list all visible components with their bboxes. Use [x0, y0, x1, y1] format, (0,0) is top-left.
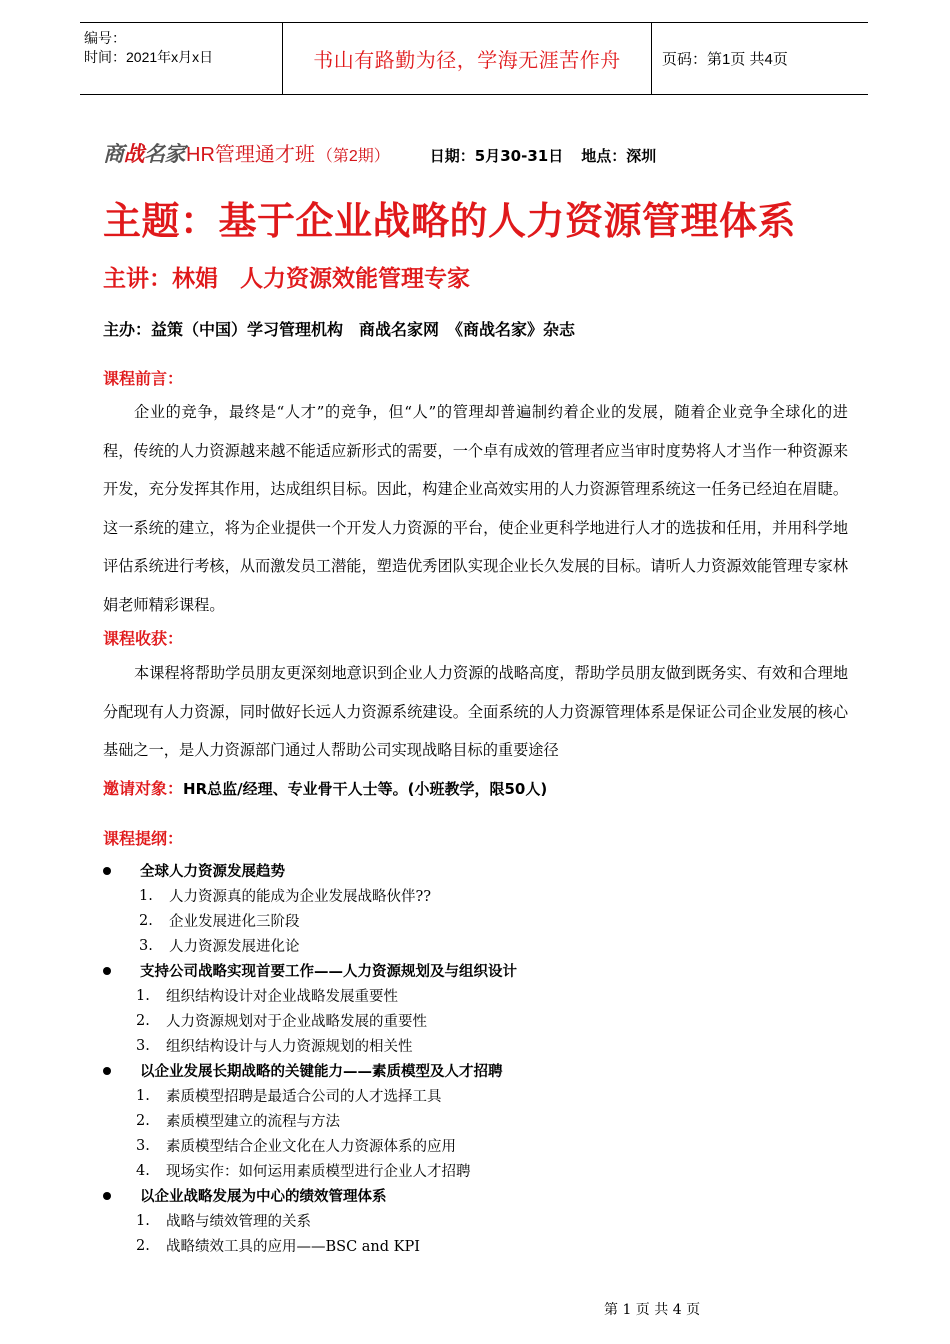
list-item — [103, 933, 848, 958]
list-item — [103, 1233, 848, 1258]
gain-heading: 课程收获： — [103, 629, 184, 648]
program-name: HR管理通才班 — [186, 144, 315, 166]
list-item — [103, 908, 848, 933]
item-text: 现场实作：如何运用素质模型进行企业人才招聘 — [166, 1164, 471, 1180]
item-number: 2. — [136, 1012, 150, 1029]
bullet-icon — [103, 1067, 111, 1075]
module-title: 支持公司战略实现首要工作——人力资源规划及与组织设计 — [140, 964, 517, 980]
page-header — [80, 22, 868, 95]
outline-module — [103, 958, 848, 1058]
list-item — [103, 1083, 848, 1108]
course-place: 地点：深圳 — [581, 147, 657, 165]
item-text: 战略绩效工具的应用——BSC and KPI — [166, 1239, 420, 1255]
course-outline — [103, 858, 848, 1258]
outline-module — [103, 1058, 848, 1183]
bullet-icon — [103, 967, 111, 975]
list-item — [103, 1108, 848, 1133]
module-items — [103, 883, 848, 958]
invite-text: HR总监/经理、专业骨干人士等。(小班教学，限50人) — [183, 780, 548, 798]
outline-module — [103, 858, 848, 958]
module-items — [103, 1208, 848, 1258]
item-number: 4. — [136, 1162, 150, 1179]
header-motto: 书山有路勤为径，学海无涯苦作舟 — [282, 23, 652, 94]
module-title: 以企业战略发展为中心的绩效管理体系 — [140, 1189, 387, 1205]
outline-module — [103, 1183, 848, 1258]
course-date: 日期：5月30-31日 — [429, 147, 564, 165]
brand-logo — [103, 138, 185, 168]
speaker-line — [103, 260, 470, 293]
list-item — [103, 1208, 848, 1233]
module-items — [103, 983, 848, 1058]
item-number: 1. — [136, 1087, 150, 1104]
gain-paragraph: 本课程将帮助学员朋友更深刻地意识到企业人力资源的战略高度，帮助学员朋友做到既务实、有效和合理地分配现有人力资源，同时做好长远人力资源系统建设。全面系统的人力资源管理体系是保证公司企业发展的核心基础之一，是人力资源部门通过人帮助公司实现战略目标的重要途径 — [103, 664, 848, 759]
speaker-name: 主讲：林娟 — [103, 266, 218, 292]
item-text: 人力资源发展进化论 — [169, 939, 300, 955]
item-number: 3. — [136, 1137, 150, 1154]
speaker-role: 人力资源效能管理专家 — [240, 266, 470, 292]
item-text: 素质模型招聘是最适合公司的人才选择工具 — [166, 1089, 442, 1105]
number-label: 编号： — [84, 30, 126, 46]
list-item — [103, 1158, 848, 1183]
invite-label: 邀请对象： — [103, 779, 184, 798]
item-text: 战略与绩效管理的关系 — [166, 1214, 311, 1230]
module-items — [103, 1083, 848, 1183]
page-title: 主题：基于企业战略的人力资源管理体系 — [103, 199, 797, 243]
list-item — [103, 1033, 848, 1058]
item-number: 1. — [139, 887, 153, 904]
list-item — [103, 883, 848, 908]
list-item — [103, 1133, 848, 1158]
module-title: 全球人力资源发展趋势 — [140, 864, 285, 880]
list-item — [103, 1008, 848, 1033]
invite-line — [103, 776, 547, 799]
item-text: 组织结构设计对企业战略发展重要性 — [166, 989, 398, 1005]
item-number: 1. — [136, 987, 150, 1004]
item-number: 3. — [139, 937, 153, 954]
item-text: 人力资源真的能成为企业发展战略伙伴?? — [169, 889, 432, 905]
item-number: 1. — [136, 1212, 150, 1229]
header-meta — [80, 23, 282, 94]
logo-part-3: 名家 — [144, 142, 185, 166]
item-text: 素质模型结合企业文化在人力资源体系的应用 — [166, 1139, 456, 1155]
bullet-icon — [103, 1192, 111, 1200]
header-page-info: 页码：第1页 共4页 — [662, 51, 788, 68]
item-text: 企业发展进化三阶段 — [169, 914, 300, 930]
brand-line — [103, 138, 656, 168]
program-period: （第2期） — [316, 148, 390, 165]
logo-part-2: 战 — [123, 142, 144, 166]
outline-heading: 课程提纲： — [103, 829, 184, 848]
time-label: 时间：2021年x月x日 — [84, 49, 214, 65]
item-number: 2. — [136, 1237, 150, 1254]
logo-part-1: 商 — [103, 142, 124, 166]
bullet-icon — [103, 867, 111, 875]
preface-paragraph: 企业的竞争，最终是“人才”的竞争，但“人”的管理却普遍制约着企业的发展，随着企业竞争全球化的进程，传统的人力资源越来越不能适应新形式的需要，一个卓有成效的管理者应当审时度势将人才当作一种资源来开发，充分发挥其作用，达成组织目标。因此，构建企业高效实用的人力资源管理系统这一任务已经迫在眉睫。这一系统的建立，将为企业提供一个开发人力资源的平台，使企业更科学地进行人才的选拔和任用，并用科学地评估系统进行考核，从而激发员工潜能，塑造优秀团队实现企业长久发展的目标。请听人力资源效能管理专家林娟老师精彩课程。 — [103, 403, 848, 614]
item-text: 人力资源规划对于企业战略发展的重要性 — [166, 1014, 427, 1030]
preface-heading: 课程前言： — [103, 369, 184, 388]
item-number: 2. — [136, 1112, 150, 1129]
item-number: 3. — [136, 1037, 150, 1054]
item-text: 组织结构设计与人力资源规划的相关性 — [166, 1039, 413, 1055]
list-item — [103, 983, 848, 1008]
page-footer: 第 1 页 共 4 页 — [604, 1302, 701, 1318]
host-line: 主办：益策（中国）学习管理机构 商战名家网 《商战名家》杂志 — [103, 320, 576, 339]
module-title: 以企业发展长期战略的关键能力——素质模型及人才招聘 — [140, 1064, 503, 1080]
item-number: 2. — [139, 912, 153, 929]
item-text: 素质模型建立的流程与方法 — [166, 1114, 340, 1130]
